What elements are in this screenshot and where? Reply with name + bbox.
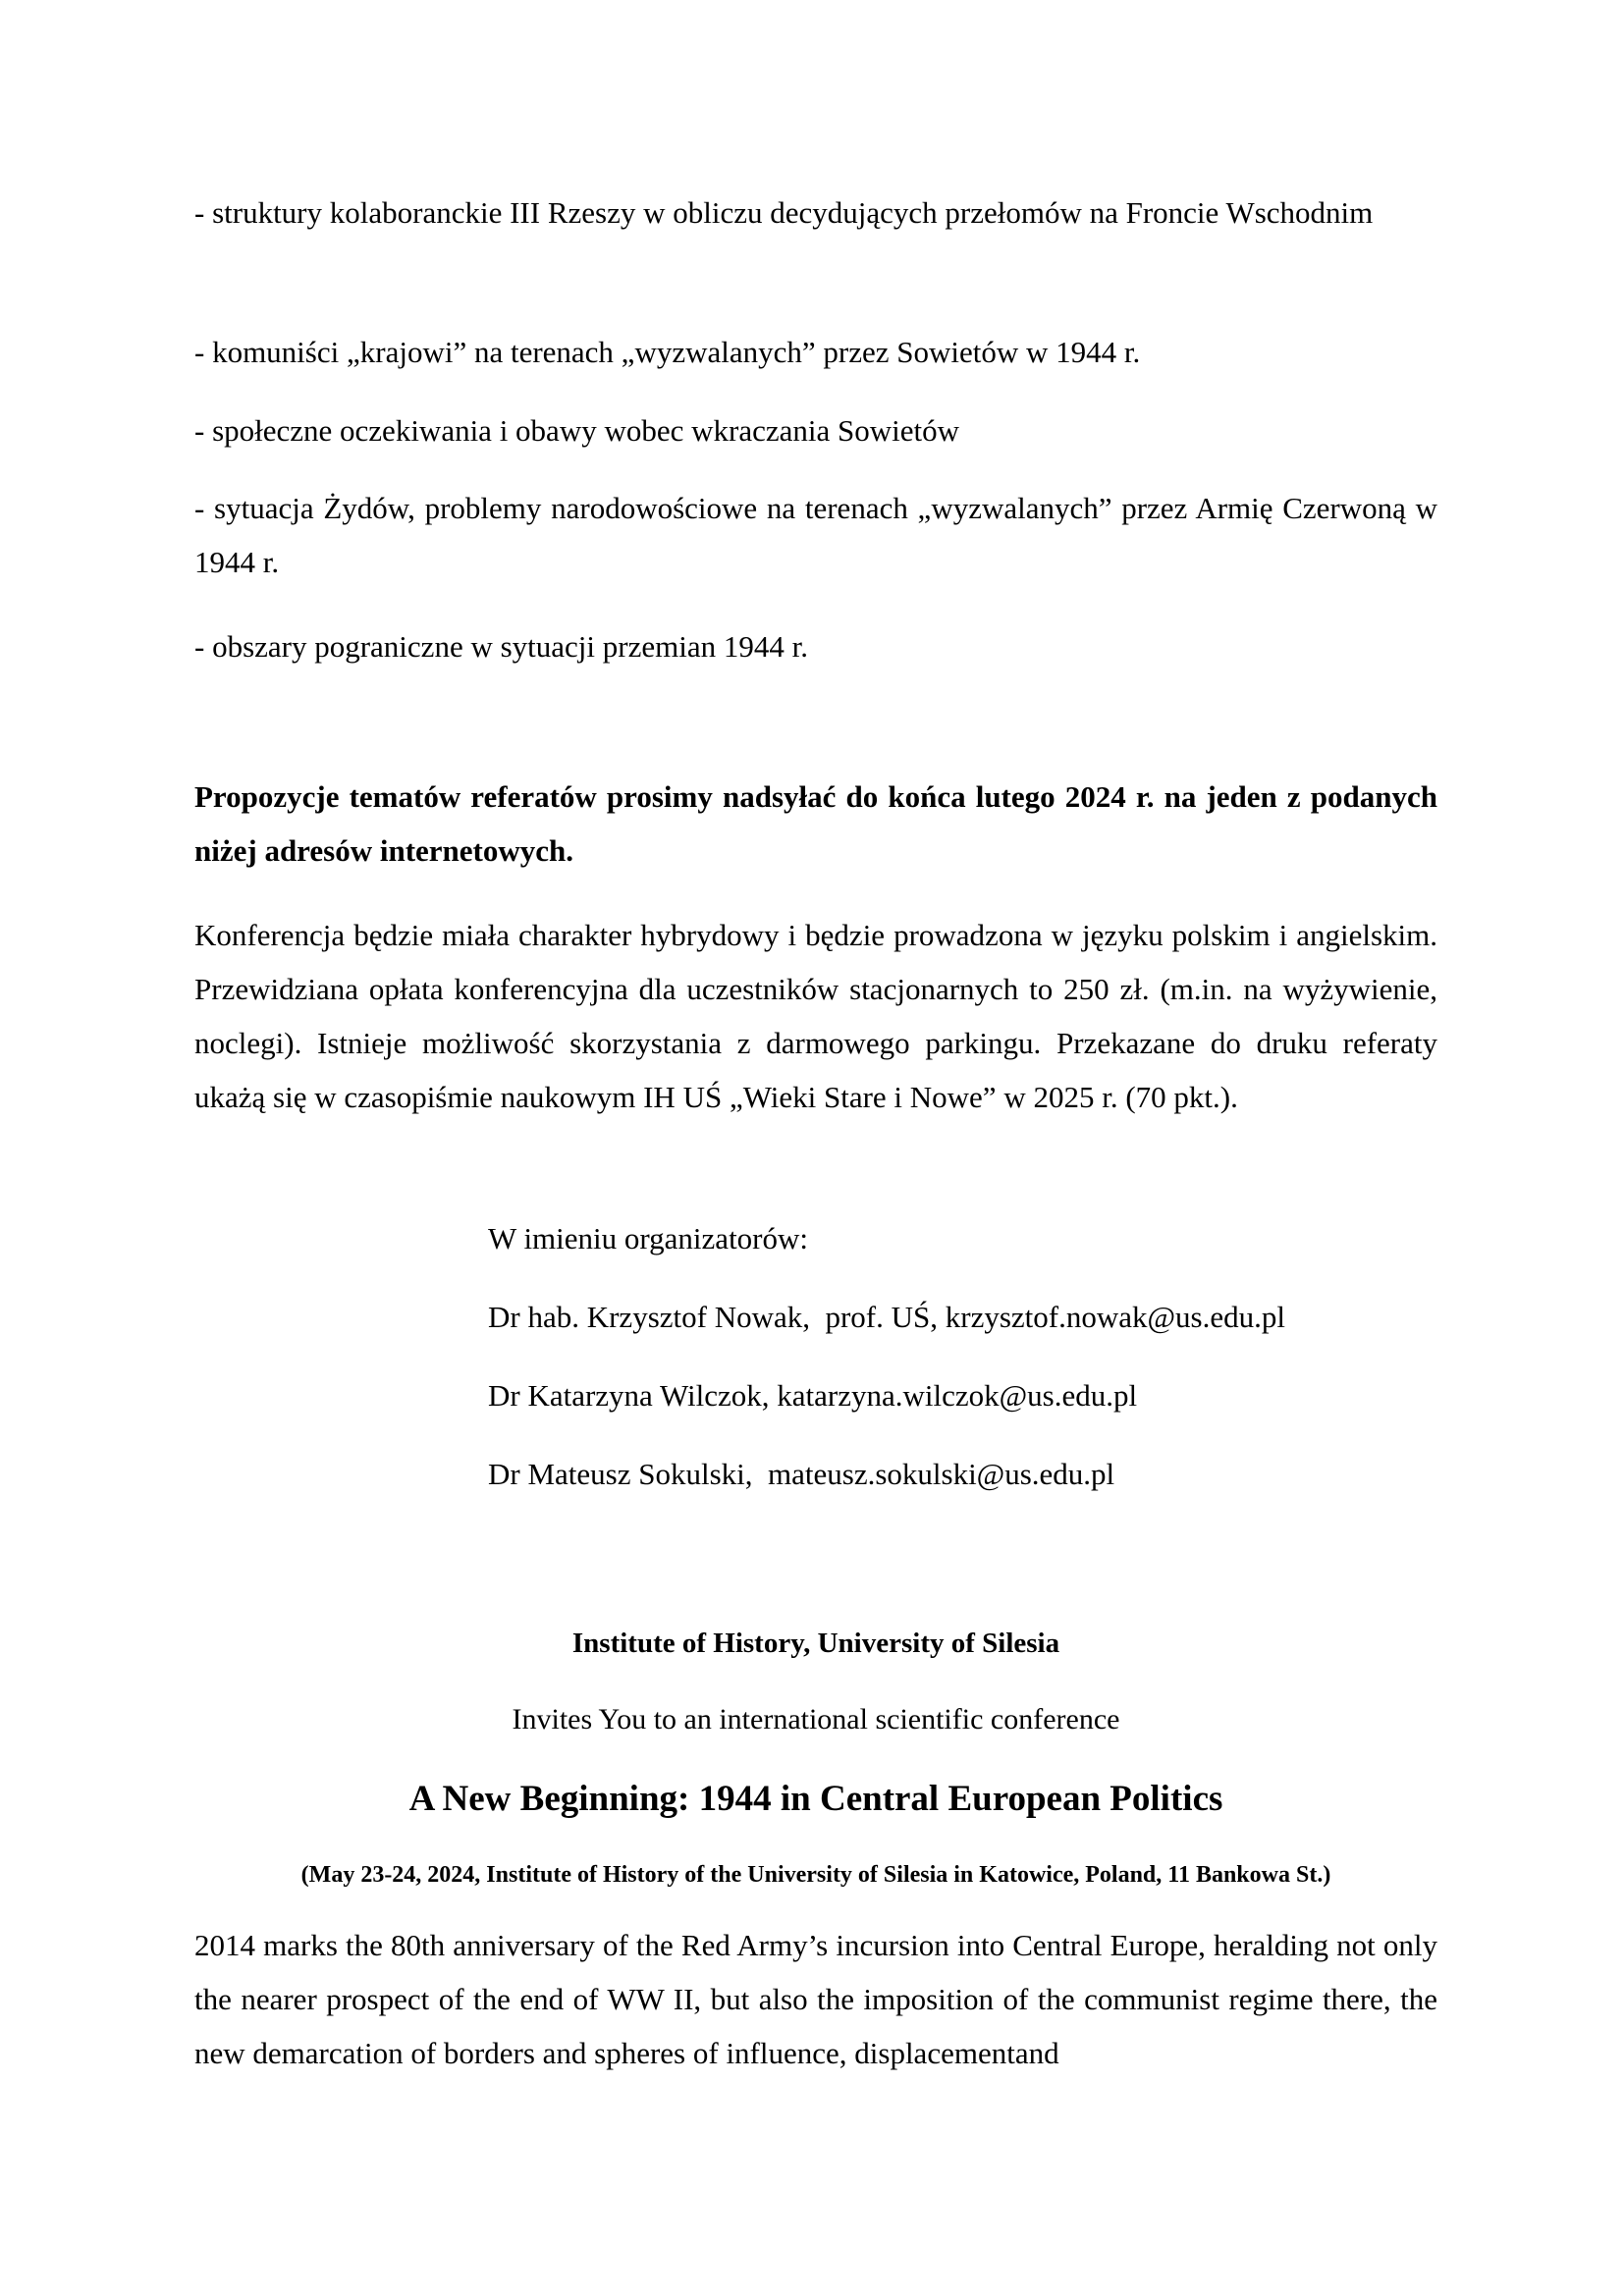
conference-title: A New Beginning: 1944 in Central European Politics [408,1779,1223,1819]
conference-info: Konferencja będzie miała charakter hybrydowy i będzie prowadzona w języku polskim i angielskim. Przewidziana opłata konferencyjna dla uczestników stacjonarnych to 250 zł. (m.in. na wyżywienie, noclegi). Istnieje możliwość skorzystania z darmowego parkingu. Przekazane do druku referaty ukażą się w czasopiśmie naukowym IH UŚ „Wieki Stare i Nowe” w 2025 r. (70 pkt.). [194,918,1437,1114]
invitation-line: Invites You to an international scientific conference [512,1703,1120,1735]
topic-item: - sytuacja Żydów, problemy narodowościowe na terenach „wyzwalanych” przez Armię Czerwoną w 1944 r. [194,491,1437,579]
call-for-papers: Propozycje tematów referatów prosimy nadsyłać do końca lutego 2024 r. na jeden z podanych niżej adresów internetowych. [194,779,1437,868]
topic-item: - struktury kolaboranckie III Rzeszy w obliczu decydujących przełomów na Froncie Wschodnim [194,195,1374,230]
english-intro: 2014 marks the 80th anniversary of the Red Army’s incursion into Central Europe, heralding not only the nearer prospect of the end of WW II, but also the imposition of the communist regime there, the new demarcation of borders and spheres of influence, displacementand [194,1928,1437,2070]
document-page [194,0,1437,2296]
organizer-entry: Dr Mateusz Sokulski, mateusz.sokulski@us.edu.pl [488,1457,1115,1491]
organizer-entry: Dr Katarzyna Wilczok, katarzyna.wilczok@us.edu.pl [488,1378,1138,1413]
organizers-heading: W imieniu organizatorów: [488,1221,808,1255]
organizer-entry: Dr hab. Krzysztof Nowak, prof. UŚ, krzysztof.nowak@us.edu.pl [488,1300,1285,1334]
topic-item: - obszary pograniczne w sytuacji przemian 1944 r. [194,629,808,664]
conference-details: (May 23-24, 2024, Institute of History of the University of Silesia in Katowice, Poland, 11 Bankowa St.) [300,1862,1331,1888]
organizers-block [488,1219,1431,1533]
institute-name: Institute of History, University of Silesia [571,1628,1060,1659]
topic-item: - komuniści „krajowi” na terenach „wyzwalanych” przez Sowietów w 1944 r. [194,335,1141,369]
topic-item: - społeczne oczekiwania i obawy wobec wkraczania Sowietów [194,413,959,448]
